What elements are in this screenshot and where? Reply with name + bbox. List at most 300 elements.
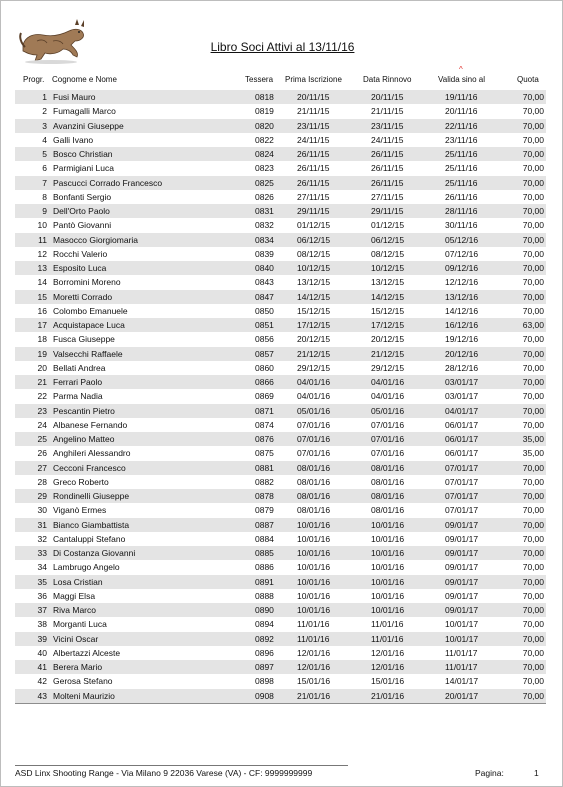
cell-tessera: 0898: [255, 676, 274, 687]
cell-nome: Riva Marco: [53, 605, 96, 615]
table-row: [15, 90, 546, 104]
cell-nome: Bonfanti Sergio: [53, 191, 112, 202]
cell-nome: Berera Mario: [53, 662, 103, 672]
cell-nome: Borromini Moreno: [53, 277, 121, 288]
table-row: [15, 190, 546, 204]
cell-nome: Lambrugo Angelo: [53, 562, 120, 573]
cell-nome: Gerosa Stefano: [53, 676, 113, 687]
cell-prima-iscrizione: 10/12/15: [297, 263, 331, 273]
cell-prima-iscrizione: 08/01/16: [297, 491, 331, 501]
cell-quota: 70,00: [522, 92, 544, 102]
cell-progr: 31: [37, 519, 47, 530]
table-row: [15, 361, 546, 375]
cell-valida-sino-al: 09/01/17: [445, 533, 479, 544]
cell-quota: 70,00: [522, 234, 544, 245]
table-row: [15, 603, 546, 617]
cell-nome: Molteni Maurizio: [53, 690, 115, 701]
cell-progr: 29: [37, 491, 47, 501]
cell-data-rinnovo: 29/11/15: [371, 206, 404, 216]
cell-tessera: 0890: [255, 605, 274, 615]
cell-data-rinnovo: 26/11/15: [371, 163, 404, 174]
table-row: [15, 204, 546, 218]
table-row: [15, 375, 546, 389]
cell-data-rinnovo: 20/11/15: [371, 92, 404, 102]
cell-nome: Esposito Luca: [53, 263, 107, 273]
cell-data-rinnovo: 01/12/15: [371, 220, 405, 231]
cell-quota: 70,00: [522, 377, 544, 387]
cell-valida-sino-al: 19/11/16: [445, 92, 478, 102]
cell-progr: 43: [37, 690, 47, 701]
cell-valida-sino-al: 09/01/17: [445, 548, 479, 558]
cell-tessera: 0857: [255, 348, 274, 359]
table-row: [15, 674, 546, 688]
cell-nome: Fusca Giuseppe: [53, 334, 115, 345]
cell-valida-sino-al: 28/11/16: [445, 206, 478, 216]
table-row: [15, 660, 546, 674]
table-row: [15, 104, 546, 118]
cell-valida-sino-al: 25/11/16: [445, 177, 478, 188]
cell-nome: Ferrari Paolo: [53, 377, 103, 387]
cell-progr: 10: [37, 220, 47, 231]
cell-progr: 42: [37, 676, 47, 687]
table-row: [15, 304, 546, 318]
header-progr: Progr.: [23, 75, 45, 84]
cell-progr: 2: [42, 106, 47, 117]
cell-progr: 40: [37, 647, 47, 658]
cell-prima-iscrizione: 10/01/16: [297, 533, 331, 544]
sort-indicator-icon: ^: [459, 65, 463, 74]
cell-progr: 39: [37, 633, 47, 644]
cell-tessera: 0871: [255, 405, 274, 416]
cell-data-rinnovo: 12/01/16: [371, 662, 405, 672]
cell-valida-sino-al: 07/12/16: [445, 248, 479, 259]
cell-data-rinnovo: 06/12/15: [371, 234, 405, 245]
table-row: [15, 404, 546, 418]
cell-progr: 13: [37, 263, 47, 273]
cell-tessera: 0886: [255, 562, 274, 573]
cell-tessera: 0840: [255, 263, 274, 273]
cell-valida-sino-al: 10/01/17: [445, 619, 479, 630]
cell-nome: Acquistapace Luca: [53, 320, 125, 330]
table-row: [15, 318, 546, 332]
cell-prima-iscrizione: 26/11/15: [297, 177, 330, 188]
cell-data-rinnovo: 10/12/15: [371, 263, 405, 273]
cell-nome: Moretti Corrado: [53, 291, 113, 302]
cell-tessera: 0818: [255, 92, 274, 102]
cell-data-rinnovo: 21/12/15: [371, 348, 405, 359]
cell-valida-sino-al: 09/01/17: [445, 576, 479, 587]
header-valida-sino-al: Valida sino al: [438, 75, 485, 84]
table-row: [15, 575, 546, 589]
cell-data-rinnovo: 21/11/15: [371, 106, 404, 117]
cell-tessera: 0860: [255, 362, 274, 373]
cell-progr: 9: [42, 206, 47, 216]
cell-nome: Albertazzi Alceste: [53, 647, 121, 658]
cell-prima-iscrizione: 05/01/16: [297, 405, 331, 416]
cell-data-rinnovo: 10/01/16: [371, 605, 405, 615]
table-row: [15, 233, 546, 247]
cell-nome: Pescantin Pietro: [53, 405, 115, 416]
header-data-rinnovo: Data Rinnovo: [363, 75, 412, 84]
cell-quota: 70,00: [522, 120, 544, 131]
cell-nome: Maggi Elsa: [53, 590, 96, 601]
cell-data-rinnovo: 04/01/16: [371, 377, 405, 387]
cell-quota: 70,00: [522, 348, 544, 359]
cell-nome: Parmigiani Luca: [53, 163, 114, 174]
cell-progr: 25: [37, 434, 47, 444]
cell-tessera: 0875: [255, 448, 274, 459]
cell-valida-sino-al: 11/01/17: [445, 647, 478, 658]
cell-nome: Bosco Christian: [53, 149, 113, 159]
cell-quota: 70,00: [522, 548, 544, 558]
cell-data-rinnovo: 08/12/15: [371, 248, 405, 259]
cell-progr: 27: [37, 462, 47, 473]
cell-prima-iscrizione: 21/12/15: [297, 348, 331, 359]
cell-quota: 70,00: [522, 562, 544, 573]
cell-prima-iscrizione: 20/11/15: [297, 92, 330, 102]
cell-tessera: 0866: [255, 377, 274, 387]
cell-nome: Pantò Giovanni: [53, 220, 112, 231]
cell-quota: 70,00: [522, 220, 544, 231]
cell-valida-sino-al: 30/11/16: [445, 220, 478, 231]
cell-tessera: 0822: [255, 134, 274, 145]
cell-prima-iscrizione: 06/12/15: [297, 234, 331, 245]
cell-tessera: 0874: [255, 419, 274, 430]
table-row: [15, 560, 546, 574]
cell-tessera: 0879: [255, 505, 274, 516]
cell-quota: 35,00: [522, 434, 544, 444]
cell-nome: Avanzini Giuseppe: [53, 120, 124, 131]
cell-valida-sino-al: 07/01/17: [445, 462, 479, 473]
members-table: [15, 90, 546, 704]
cell-quota: 70,00: [522, 405, 544, 416]
cell-valida-sino-al: 07/01/17: [445, 491, 479, 501]
table-row: [15, 389, 546, 403]
cell-data-rinnovo: 08/01/16: [371, 505, 405, 516]
cell-progr: 5: [42, 149, 47, 159]
cell-tessera: 0892: [255, 633, 274, 644]
cell-progr: 4: [42, 134, 47, 145]
cell-data-rinnovo: 27/11/15: [371, 191, 404, 202]
cell-data-rinnovo: 04/01/16: [371, 391, 405, 402]
cell-progr: 23: [37, 405, 47, 416]
cell-quota: 70,00: [522, 519, 544, 530]
table-row: [15, 503, 546, 517]
cell-nome: Morganti Luca: [53, 619, 107, 630]
cell-progr: 32: [37, 533, 47, 544]
cell-quota: 70,00: [522, 149, 544, 159]
cell-valida-sino-al: 23/11/16: [445, 134, 478, 145]
cell-valida-sino-al: 25/11/16: [445, 163, 478, 174]
cell-progr: 15: [37, 291, 47, 302]
cell-nome: Anghileri Alessandro: [53, 448, 131, 459]
cell-progr: 22: [37, 391, 47, 402]
cell-nome: Greco Roberto: [53, 476, 109, 487]
table-row: [15, 133, 546, 147]
cell-tessera: 0832: [255, 220, 274, 231]
footer-address: ASD Linx Shooting Range - Via Milano 9 22036 Varese (VA) - CF: 9999999999: [15, 768, 313, 778]
cell-valida-sino-al: 03/01/17: [445, 391, 479, 402]
cell-data-rinnovo: 20/12/15: [371, 334, 405, 345]
cell-prima-iscrizione: 08/12/15: [297, 248, 331, 259]
cell-quota: 70,00: [522, 647, 544, 658]
cell-prima-iscrizione: 01/12/15: [297, 220, 331, 231]
cell-progr: 21: [37, 377, 47, 387]
cell-valida-sino-al: 11/01/17: [445, 662, 478, 672]
cell-prima-iscrizione: 20/12/15: [297, 334, 331, 345]
cell-tessera: 0882: [255, 476, 274, 487]
cell-tessera: 0819: [255, 106, 274, 117]
cell-valida-sino-al: 20/12/16: [445, 348, 479, 359]
cell-prima-iscrizione: 10/01/16: [297, 605, 331, 615]
cell-tessera: 0896: [255, 647, 274, 658]
cell-nome: Parma Nadia: [53, 391, 103, 402]
cell-nome: Colombo Emanuele: [53, 305, 128, 316]
page-number: 1: [534, 768, 539, 778]
cell-nome: Viganò Ermes: [53, 505, 107, 516]
table-header: [1, 75, 563, 89]
cell-valida-sino-al: 05/12/16: [445, 234, 479, 245]
table-row: [15, 176, 546, 190]
cell-data-rinnovo: 15/01/16: [371, 676, 405, 687]
table-row: [15, 489, 546, 503]
cell-quota: 70,00: [522, 576, 544, 587]
cell-data-rinnovo: 26/11/15: [371, 177, 404, 188]
cell-quota: 70,00: [522, 163, 544, 174]
header-nome: Cognome e Nome: [52, 75, 117, 84]
cell-nome: Rondinelli Giuseppe: [53, 491, 130, 501]
cell-progr: 24: [37, 419, 47, 430]
cell-data-rinnovo: 08/01/16: [371, 462, 405, 473]
cell-progr: 30: [37, 505, 47, 516]
cell-quota: 70,00: [522, 419, 544, 430]
cell-quota: 70,00: [522, 505, 544, 516]
table-row: [15, 332, 546, 346]
cell-valida-sino-al: 07/01/17: [445, 505, 479, 516]
cell-prima-iscrizione: 07/01/16: [297, 434, 331, 444]
cell-progr: 6: [42, 163, 47, 174]
cell-tessera: 0908: [255, 690, 274, 701]
cell-data-rinnovo: 14/12/15: [371, 291, 405, 302]
cell-tessera: 0834: [255, 234, 274, 245]
table-row: [15, 475, 546, 489]
table-row: [15, 589, 546, 603]
table-row: [15, 689, 546, 704]
cell-quota: 70,00: [522, 476, 544, 487]
cell-progr: 18: [37, 334, 47, 345]
cell-data-rinnovo: 10/01/16: [371, 519, 405, 530]
cell-prima-iscrizione: 08/01/16: [297, 462, 331, 473]
cell-quota: 70,00: [522, 248, 544, 259]
cell-data-rinnovo: 08/01/16: [371, 491, 405, 501]
cell-quota: 70,00: [522, 263, 544, 273]
cell-tessera: 0869: [255, 391, 274, 402]
report-title: Libro Soci Attivi al 13/11/16: [210, 40, 355, 54]
cell-prima-iscrizione: 04/01/16: [297, 391, 331, 402]
cell-prima-iscrizione: 26/11/15: [297, 163, 330, 174]
cell-progr: 17: [37, 320, 47, 330]
cell-data-rinnovo: 10/01/16: [371, 533, 405, 544]
table-row: [15, 147, 546, 161]
cell-tessera: 0824: [255, 149, 274, 159]
cell-data-rinnovo: 10/01/16: [371, 590, 405, 601]
cell-quota: 70,00: [522, 106, 544, 117]
table-row: [15, 218, 546, 232]
cell-nome: Losa Cristian: [53, 576, 103, 587]
cell-quota: 70,00: [522, 690, 544, 701]
cell-valida-sino-al: 06/01/17: [445, 419, 479, 430]
cell-progr: 26: [37, 448, 47, 459]
cell-valida-sino-al: 09/01/17: [445, 590, 479, 601]
cell-nome: Angelino Matteo: [53, 434, 115, 444]
table-row: [15, 532, 546, 546]
cell-tessera: 0878: [255, 491, 274, 501]
cell-prima-iscrizione: 29/11/15: [297, 206, 330, 216]
cell-tessera: 0888: [255, 590, 274, 601]
cell-quota: 70,00: [522, 533, 544, 544]
cell-quota: 70,00: [522, 305, 544, 316]
cell-nome: Cecconi Francesco: [53, 462, 126, 473]
cell-nome: Dell'Orto Paolo: [53, 206, 110, 216]
cell-tessera: 0847: [255, 291, 274, 302]
cell-valida-sino-al: 09/12/16: [445, 263, 479, 273]
cell-progr: 36: [37, 590, 47, 601]
cell-nome: Rocchi Valerio: [53, 248, 108, 259]
table-row: [15, 617, 546, 631]
cell-data-rinnovo: 24/11/15: [371, 134, 404, 145]
cell-progr: 3: [42, 120, 47, 131]
cell-nome: Bellati Andrea: [53, 362, 106, 373]
cell-tessera: 0850: [255, 305, 274, 316]
cell-nome: Fusi Mauro: [53, 92, 96, 102]
table-row: [15, 646, 546, 660]
cell-prima-iscrizione: 23/11/15: [297, 120, 330, 131]
cell-quota: 70,00: [522, 206, 544, 216]
cell-data-rinnovo: 08/01/16: [371, 476, 405, 487]
cell-tessera: 0876: [255, 434, 274, 444]
cell-valida-sino-al: 20/11/16: [445, 106, 478, 117]
cell-valida-sino-al: 12/12/16: [445, 277, 479, 288]
cell-valida-sino-al: 13/12/16: [445, 291, 479, 302]
cell-progr: 20: [37, 362, 47, 373]
table-row: [15, 418, 546, 432]
cell-quota: 70,00: [522, 676, 544, 687]
cell-prima-iscrizione: 12/01/16: [297, 647, 331, 658]
cell-tessera: 0894: [255, 619, 274, 630]
cell-prima-iscrizione: 13/12/15: [297, 277, 331, 288]
cell-quota: 70,00: [522, 462, 544, 473]
cell-prima-iscrizione: 15/01/16: [297, 676, 331, 687]
cell-quota: 70,00: [522, 362, 544, 373]
cell-quota: 70,00: [522, 491, 544, 501]
cell-nome: Di Costanza Giovanni: [53, 548, 136, 558]
cell-progr: 35: [37, 576, 47, 587]
cell-tessera: 0887: [255, 519, 274, 530]
cell-nome: Galli Ivano: [53, 134, 94, 145]
cell-data-rinnovo: 07/01/16: [371, 434, 405, 444]
cell-valida-sino-al: 06/01/17: [445, 448, 479, 459]
cell-tessera: 0881: [255, 462, 274, 473]
cell-quota: 70,00: [522, 134, 544, 145]
cell-prima-iscrizione: 21/01/16: [297, 690, 331, 701]
cell-progr: 41: [37, 662, 47, 672]
cell-data-rinnovo: 23/11/15: [371, 120, 404, 131]
cell-prima-iscrizione: 07/01/16: [297, 448, 331, 459]
cell-nome: Masocco Giorgiomaria: [53, 234, 139, 245]
cell-tessera: 0820: [255, 120, 274, 131]
cell-valida-sino-al: 26/11/16: [445, 191, 478, 202]
cell-valida-sino-al: 14/12/16: [445, 305, 479, 316]
cell-quota: 70,00: [522, 662, 544, 672]
table-row: [15, 290, 546, 304]
cell-prima-iscrizione: 07/01/16: [297, 419, 331, 430]
footer-divider: [15, 765, 348, 766]
cell-quota: 70,00: [522, 605, 544, 615]
cell-valida-sino-al: 19/12/16: [445, 334, 479, 345]
cell-valida-sino-al: 09/01/17: [445, 605, 479, 615]
cell-prima-iscrizione: 10/01/16: [297, 548, 331, 558]
cell-tessera: 0839: [255, 248, 274, 259]
cell-data-rinnovo: 11/01/16: [371, 619, 404, 630]
cell-prima-iscrizione: 10/01/16: [297, 519, 331, 530]
cell-quota: 70,00: [522, 590, 544, 601]
cell-prima-iscrizione: 15/12/15: [297, 305, 331, 316]
table-row: [15, 446, 546, 460]
table-row: [15, 546, 546, 560]
cell-tessera: 0885: [255, 548, 274, 558]
page-label: Pagina:: [475, 768, 504, 778]
cell-quota: 70,00: [522, 334, 544, 345]
header-quota: Quota: [517, 75, 539, 84]
cell-tessera: 0851: [255, 320, 274, 330]
cell-nome: Cantaluppi Stefano: [53, 533, 126, 544]
cell-valida-sino-al: 09/01/17: [445, 519, 479, 530]
cell-tessera: 0856: [255, 334, 274, 345]
cell-nome: Valsecchi Raffaele: [53, 348, 123, 359]
cell-valida-sino-al: 09/01/17: [445, 562, 479, 573]
cell-prima-iscrizione: 27/11/15: [297, 191, 330, 202]
cell-quota: 70,00: [522, 619, 544, 630]
cell-prima-iscrizione: 10/01/16: [297, 576, 331, 587]
cell-progr: 16: [37, 305, 47, 316]
cell-progr: 37: [37, 605, 47, 615]
cell-data-rinnovo: 17/12/15: [371, 320, 405, 330]
cell-prima-iscrizione: 11/01/16: [297, 633, 330, 644]
cell-prima-iscrizione: 10/01/16: [297, 590, 331, 601]
table-row: [15, 461, 546, 475]
cell-data-rinnovo: 10/01/16: [371, 562, 405, 573]
cell-quota: 70,00: [522, 633, 544, 644]
table-row: [15, 261, 546, 275]
table-row: [15, 518, 546, 532]
cell-valida-sino-al: 10/01/17: [445, 633, 479, 644]
table-row: [15, 347, 546, 361]
cell-tessera: 0891: [255, 576, 274, 587]
cell-valida-sino-al: 04/01/17: [445, 405, 479, 416]
cell-tessera: 0884: [255, 533, 274, 544]
cell-data-rinnovo: 07/01/16: [371, 419, 405, 430]
cell-valida-sino-al: 28/12/16: [445, 362, 479, 373]
cell-progr: 19: [37, 348, 47, 359]
table-row: [15, 161, 546, 175]
cell-progr: 7: [42, 177, 47, 188]
cell-prima-iscrizione: 29/12/15: [297, 362, 331, 373]
cell-data-rinnovo: 07/01/16: [371, 448, 405, 459]
cell-progr: 33: [37, 548, 47, 558]
cell-tessera: 0825: [255, 177, 274, 188]
cell-data-rinnovo: 26/11/15: [371, 149, 404, 159]
cell-progr: 8: [42, 191, 47, 202]
